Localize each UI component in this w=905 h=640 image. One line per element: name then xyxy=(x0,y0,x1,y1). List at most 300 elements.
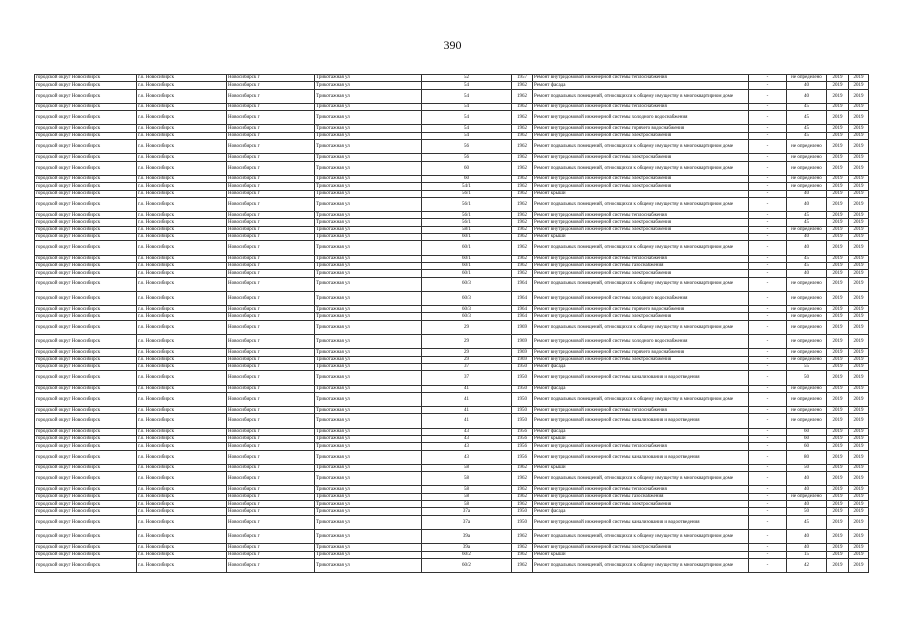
house-cell: 60/1 xyxy=(422,270,512,277)
work-type-cell: Ремонт крыши xyxy=(533,234,749,241)
dash-cell: - xyxy=(749,103,787,110)
year-cell: 1956 xyxy=(512,428,533,435)
work-type-cell: Ремонт внутридомовой инженерной системы электроснабжения xyxy=(533,544,749,551)
year-cell: 1962 xyxy=(512,241,533,255)
street-cell: Трикотажная ул xyxy=(315,125,422,132)
year-to-cell: 2019 xyxy=(849,140,869,154)
house-cell: 43 xyxy=(422,435,512,442)
city-cell: Новосибирск г xyxy=(227,161,315,175)
table-row xyxy=(35,371,869,385)
work-type-cell: Ремонт внутридомовой инженерной системы электроснабжения xyxy=(533,226,749,233)
year-from-cell: 2019 xyxy=(827,544,849,551)
street-cell: Трикотажная ул xyxy=(315,349,422,356)
year-from-cell: 2019 xyxy=(827,515,849,529)
district-cell: г.о. Новосибирск xyxy=(137,103,227,110)
work-type-cell: Ремонт фасада xyxy=(533,363,749,370)
value-cell: 40 xyxy=(787,486,827,493)
year-cell: 1962 xyxy=(512,175,533,182)
district-cell: г.о. Новосибирск xyxy=(137,493,227,500)
street-cell: Трикотажная ул xyxy=(315,111,422,125)
dash-cell: - xyxy=(749,320,787,334)
house-cell: 54 xyxy=(422,111,512,125)
municipality-cell: городской округ Новосибирск xyxy=(35,183,137,190)
house-cell: 60/2 xyxy=(422,551,512,558)
year-from-cell: 2019 xyxy=(827,154,849,161)
work-type-cell: Ремонт фасада xyxy=(533,508,749,515)
value-cell: 45 xyxy=(787,515,827,529)
work-type-cell: Ремонт внутридомовой инженерной системы горячего водоснабжения xyxy=(533,306,749,313)
dash-cell: - xyxy=(749,154,787,161)
dash-cell: - xyxy=(749,270,787,277)
district-cell: г.о. Новосибирск xyxy=(137,529,227,543)
city-cell: Новосибирск г xyxy=(227,428,315,435)
year-to-cell: 2019 xyxy=(849,435,869,442)
year-to-cell: 2019 xyxy=(849,82,869,89)
value-cell: 40 xyxy=(787,529,827,543)
work-type-cell: Ремонт внутридомовой инженерной системы теплоснабжения xyxy=(533,486,749,493)
city-cell: Новосибирск г xyxy=(227,335,315,349)
house-cell: 41 xyxy=(422,385,512,392)
district-cell: г.о. Новосибирск xyxy=(137,428,227,435)
year-from-cell: 2019 xyxy=(827,472,849,486)
value-cell: не определено xyxy=(787,183,827,190)
house-cell: 54/1 xyxy=(422,183,512,190)
value-cell: 45 xyxy=(787,219,827,226)
city-cell: Новосибирск г xyxy=(227,262,315,269)
municipality-cell: городской округ Новосибирск xyxy=(35,385,137,392)
table-row xyxy=(35,291,869,305)
work-type-cell: Ремонт внутридомовой инженерной системы теплоснабжения xyxy=(533,255,749,262)
municipality-cell: городской округ Новосибирск xyxy=(35,306,137,313)
street-cell: Трикотажная ул xyxy=(315,226,422,233)
year-cell: 1950 xyxy=(512,515,533,529)
value-cell: 15 xyxy=(787,551,827,558)
year-cell: 1962 xyxy=(512,501,533,508)
district-cell: г.о. Новосибирск xyxy=(137,363,227,370)
municipality-cell: городской округ Новосибирск xyxy=(35,313,137,320)
year-cell: 1962 xyxy=(512,493,533,500)
city-cell: Новосибирск г xyxy=(227,277,315,291)
capital-repair-table xyxy=(34,74,869,573)
street-cell: Трикотажная ул xyxy=(315,89,422,103)
city-cell: Новосибирск г xyxy=(227,320,315,334)
district-cell: г.о. Новосибирск xyxy=(137,111,227,125)
year-from-cell: 2019 xyxy=(827,392,849,406)
year-cell: 1962 xyxy=(512,82,533,89)
work-type-cell: Ремонт подвальных помещений, относящихся к общему имуществу в многоквартирном доме xyxy=(533,197,749,211)
year-cell: 1962 xyxy=(512,544,533,551)
year-from-cell: 2019 xyxy=(827,450,849,464)
house-cell: 37а xyxy=(422,508,512,515)
work-type-cell: Ремонт фасада xyxy=(533,82,749,89)
year-cell: 1969 xyxy=(512,335,533,349)
work-type-cell: Ремонт внутридомовой инженерной системы холодного водоснабжения xyxy=(533,291,749,305)
year-from-cell: 2019 xyxy=(827,255,849,262)
year-from-cell: 2019 xyxy=(827,89,849,103)
table-row xyxy=(35,125,869,132)
year-from-cell: 2019 xyxy=(827,291,849,305)
dash-cell: - xyxy=(749,472,787,486)
municipality-cell: городской округ Новосибирск xyxy=(35,219,137,226)
year-to-cell: 2019 xyxy=(849,335,869,349)
year-to-cell: 2019 xyxy=(849,558,869,572)
work-type-cell: Ремонт внутридомовой инженерной системы холодного водоснабжения xyxy=(533,111,749,125)
dash-cell: - xyxy=(749,363,787,370)
dash-cell: - xyxy=(749,219,787,226)
city-cell: Новосибирск г xyxy=(227,82,315,89)
city-cell: Новосибирск г xyxy=(227,291,315,305)
year-cell: 1962 xyxy=(512,262,533,269)
year-from-cell: 2019 xyxy=(827,103,849,110)
year-to-cell: 2019 xyxy=(849,212,869,219)
work-type-cell: Ремонт крыши xyxy=(533,464,749,471)
city-cell: Новосибирск г xyxy=(227,212,315,219)
table-row xyxy=(35,175,869,182)
year-to-cell: 2019 xyxy=(849,270,869,277)
district-cell: г.о. Новосибирск xyxy=(137,197,227,211)
work-type-cell: Ремонт фасада xyxy=(533,428,749,435)
table-row xyxy=(35,428,869,435)
year-to-cell: 2019 xyxy=(849,371,869,385)
city-cell: Новосибирск г xyxy=(227,558,315,572)
value-cell: 42 xyxy=(787,558,827,572)
table-row xyxy=(35,212,869,219)
table-row xyxy=(35,472,869,486)
city-cell: Новосибирск г xyxy=(227,197,315,211)
house-cell: 60/1 xyxy=(422,255,512,262)
dash-cell: - xyxy=(749,277,787,291)
year-from-cell: 2019 xyxy=(827,262,849,269)
district-cell: г.о. Новосибирск xyxy=(137,435,227,442)
work-type-cell: Ремонт внутридомовой инженерной системы электроснабжения xyxy=(533,154,749,161)
year-cell: 1962 xyxy=(512,140,533,154)
city-cell: Новосибирск г xyxy=(227,270,315,277)
year-from-cell: 2019 xyxy=(827,125,849,132)
municipality-cell: городской округ Новосибирск xyxy=(35,190,137,197)
street-cell: Трикотажная ул xyxy=(315,356,422,363)
table-row xyxy=(35,558,869,572)
table-row xyxy=(35,270,869,277)
district-cell: г.о. Новосибирск xyxy=(137,154,227,161)
year-to-cell: 2019 xyxy=(849,161,869,175)
district-cell: г.о. Новосибирск xyxy=(137,277,227,291)
year-from-cell: 2019 xyxy=(827,270,849,277)
year-cell: 1950 xyxy=(512,392,533,406)
work-type-cell: Ремонт подвальных помещений, относящихся к общему имуществу в многоквартирном доме xyxy=(533,472,749,486)
district-cell: г.о. Новосибирск xyxy=(137,464,227,471)
municipality-cell: городской округ Новосибирск xyxy=(35,277,137,291)
table-row xyxy=(35,111,869,125)
year-from-cell: 2019 xyxy=(827,161,849,175)
year-from-cell: 2019 xyxy=(827,335,849,349)
street-cell: Трикотажная ул xyxy=(315,241,422,255)
district-cell: г.о. Новосибирск xyxy=(137,291,227,305)
district-cell: г.о. Новосибирск xyxy=(137,89,227,103)
district-cell: г.о. Новосибирск xyxy=(137,161,227,175)
dash-cell: - xyxy=(749,183,787,190)
value-cell: не определено xyxy=(787,154,827,161)
municipality-cell: городской округ Новосибирск xyxy=(35,161,137,175)
district-cell: г.о. Новосибирск xyxy=(137,515,227,529)
year-to-cell: 2019 xyxy=(849,501,869,508)
district-cell: г.о. Новосибирск xyxy=(137,262,227,269)
municipality-cell: городской округ Новосибирск xyxy=(35,140,137,154)
municipality-cell: городской округ Новосибирск xyxy=(35,175,137,182)
municipality-cell: городской округ Новосибирск xyxy=(35,320,137,334)
year-from-cell: 2019 xyxy=(827,306,849,313)
year-from-cell: 2019 xyxy=(827,111,849,125)
year-cell: 1962 xyxy=(512,89,533,103)
year-to-cell: 2019 xyxy=(849,183,869,190)
year-cell: 1962 xyxy=(512,219,533,226)
city-cell: Новосибирск г xyxy=(227,241,315,255)
work-type-cell: Ремонт внутридомовой инженерной системы электроснабжения xyxy=(533,501,749,508)
table-row xyxy=(35,544,869,551)
dash-cell: - xyxy=(749,161,787,175)
district-cell: г.о. Новосибирск xyxy=(137,226,227,233)
city-cell: Новосибирск г xyxy=(227,363,315,370)
district-cell: г.о. Новосибирск xyxy=(137,132,227,139)
year-cell: 1962 xyxy=(512,558,533,572)
value-cell: не определено xyxy=(787,356,827,363)
table-row xyxy=(35,450,869,464)
year-from-cell: 2019 xyxy=(827,320,849,334)
year-from-cell: 2019 xyxy=(827,464,849,471)
year-from-cell: 2019 xyxy=(827,212,849,219)
dash-cell: - xyxy=(749,558,787,572)
dash-cell: - xyxy=(749,175,787,182)
municipality-cell: городской округ Новосибирск xyxy=(35,75,137,82)
value-cell: 60 xyxy=(787,435,827,442)
house-cell: 29 xyxy=(422,349,512,356)
street-cell: Трикотажная ул xyxy=(315,363,422,370)
dash-cell: - xyxy=(749,428,787,435)
house-cell: 58 xyxy=(422,501,512,508)
work-type-cell: Ремонт внутридомовой инженерной системы теплоснабжения xyxy=(533,407,749,414)
year-from-cell: 2019 xyxy=(827,414,849,428)
street-cell: Трикотажная ул xyxy=(315,140,422,154)
year-to-cell: 2019 xyxy=(849,111,869,125)
district-cell: г.о. Новосибирск xyxy=(137,212,227,219)
dash-cell: - xyxy=(749,313,787,320)
district-cell: г.о. Новосибирск xyxy=(137,75,227,82)
value-cell: не определено xyxy=(787,306,827,313)
municipality-cell: городской округ Новосибирск xyxy=(35,349,137,356)
work-type-cell: Ремонт подвальных помещений, относящихся к общему имуществу в многоквартирном доме xyxy=(533,140,749,154)
year-from-cell: 2019 xyxy=(827,277,849,291)
street-cell: Трикотажная ул xyxy=(315,428,422,435)
dash-cell: - xyxy=(749,190,787,197)
year-cell: 1956 xyxy=(512,443,533,450)
year-from-cell: 2019 xyxy=(827,486,849,493)
table-row xyxy=(35,190,869,197)
year-to-cell: 2019 xyxy=(849,414,869,428)
municipality-cell: городской округ Новосибирск xyxy=(35,551,137,558)
house-cell: 39а xyxy=(422,529,512,543)
house-cell: 37 xyxy=(422,371,512,385)
table-row xyxy=(35,255,869,262)
house-cell: 60/1 xyxy=(422,262,512,269)
value-cell: 80 xyxy=(787,450,827,464)
district-cell: г.о. Новосибирск xyxy=(137,450,227,464)
dash-cell: - xyxy=(749,241,787,255)
house-cell: 56/1 xyxy=(422,190,512,197)
house-cell: 58 xyxy=(422,486,512,493)
city-cell: Новосибирск г xyxy=(227,515,315,529)
city-cell: Новосибирск г xyxy=(227,529,315,543)
district-cell: г.о. Новосибирск xyxy=(137,270,227,277)
street-cell: Трикотажная ул xyxy=(315,443,422,450)
year-cell: 1962 xyxy=(512,161,533,175)
street-cell: Трикотажная ул xyxy=(315,493,422,500)
dash-cell: - xyxy=(749,89,787,103)
year-from-cell: 2019 xyxy=(827,183,849,190)
street-cell: Трикотажная ул xyxy=(315,544,422,551)
year-cell: 1964 xyxy=(512,291,533,305)
year-cell: 1957 xyxy=(512,75,533,82)
district-cell: г.о. Новосибирск xyxy=(137,82,227,89)
year-from-cell: 2019 xyxy=(827,428,849,435)
year-to-cell: 2019 xyxy=(849,450,869,464)
city-cell: Новосибирск г xyxy=(227,356,315,363)
city-cell: Новосибирск г xyxy=(227,132,315,139)
municipality-cell: городской округ Новосибирск xyxy=(35,363,137,370)
year-from-cell: 2019 xyxy=(827,551,849,558)
dash-cell: - xyxy=(749,414,787,428)
district-cell: г.о. Новосибирск xyxy=(137,190,227,197)
year-to-cell: 2019 xyxy=(849,385,869,392)
value-cell: 50 xyxy=(787,464,827,471)
city-cell: Новосибирск г xyxy=(227,493,315,500)
value-cell: 40 xyxy=(787,544,827,551)
value-cell: 60 xyxy=(787,443,827,450)
municipality-cell: городской округ Новосибирск xyxy=(35,270,137,277)
municipality-cell: городской округ Новосибирск xyxy=(35,544,137,551)
district-cell: г.о. Новосибирск xyxy=(137,407,227,414)
municipality-cell: городской округ Новосибирск xyxy=(35,515,137,529)
year-cell: 1962 xyxy=(512,551,533,558)
value-cell: 40 xyxy=(787,501,827,508)
street-cell: Трикотажная ул xyxy=(315,219,422,226)
district-cell: г.о. Новосибирск xyxy=(137,175,227,182)
work-type-cell: Ремонт внутридомовой инженерной системы канализования и водоотведения xyxy=(533,414,749,428)
municipality-cell: городской округ Новосибирск xyxy=(35,291,137,305)
year-from-cell: 2019 xyxy=(827,82,849,89)
year-to-cell: 2019 xyxy=(849,551,869,558)
dash-cell: - xyxy=(749,450,787,464)
year-cell: 1962 xyxy=(512,212,533,219)
value-cell: не определено xyxy=(787,277,827,291)
city-cell: Новосибирск г xyxy=(227,306,315,313)
street-cell: Трикотажная ул xyxy=(315,385,422,392)
street-cell: Трикотажная ул xyxy=(315,486,422,493)
value-cell: не определено xyxy=(787,320,827,334)
dash-cell: - xyxy=(749,262,787,269)
dash-cell: - xyxy=(749,335,787,349)
city-cell: Новосибирск г xyxy=(227,450,315,464)
year-cell: 1962 xyxy=(512,464,533,471)
house-cell: 56/1 xyxy=(422,219,512,226)
table-row xyxy=(35,414,869,428)
dash-cell: - xyxy=(749,226,787,233)
value-cell: не определено xyxy=(787,385,827,392)
house-cell: 58 xyxy=(422,493,512,500)
work-type-cell: Ремонт внутридомовой инженерной системы теплоснабжения xyxy=(533,212,749,219)
work-type-cell: Ремонт внутридомовой инженерной системы горячего водоснабжения xyxy=(533,349,749,356)
year-to-cell: 2019 xyxy=(849,125,869,132)
dash-cell: - xyxy=(749,197,787,211)
city-cell: Новосибирск г xyxy=(227,255,315,262)
work-type-cell: Ремонт подвальных помещений, относящихся к общему имуществу в многоквартирном доме xyxy=(533,161,749,175)
value-cell: 45 xyxy=(787,212,827,219)
city-cell: Новосибирск г xyxy=(227,226,315,233)
district-cell: г.о. Новосибирск xyxy=(137,508,227,515)
table-row xyxy=(35,132,869,139)
year-cell: 1964 xyxy=(512,277,533,291)
year-from-cell: 2019 xyxy=(827,435,849,442)
year-cell: 1962 xyxy=(512,103,533,110)
table-row xyxy=(35,392,869,406)
municipality-cell: городской округ Новосибирск xyxy=(35,241,137,255)
work-type-cell: Ремонт внутридомовой инженерной системы электроснабжения xyxy=(533,313,749,320)
city-cell: Новосибирск г xyxy=(227,486,315,493)
table-row xyxy=(35,486,869,493)
house-cell: 56 xyxy=(422,154,512,161)
house-cell: 54 xyxy=(422,82,512,89)
dash-cell: - xyxy=(749,551,787,558)
value-cell: 45 xyxy=(787,262,827,269)
house-cell: 43 xyxy=(422,428,512,435)
dash-cell: - xyxy=(749,349,787,356)
dash-cell: - xyxy=(749,435,787,442)
year-cell: 1950 xyxy=(512,385,533,392)
dash-cell: - xyxy=(749,493,787,500)
work-type-cell: Ремонт подвальных помещений, относящихся к общему имуществу в многоквартирном доме xyxy=(533,320,749,334)
year-from-cell: 2019 xyxy=(827,219,849,226)
district-cell: г.о. Новосибирск xyxy=(137,551,227,558)
house-cell: 60/3 xyxy=(422,306,512,313)
year-from-cell: 2019 xyxy=(827,190,849,197)
year-to-cell: 2019 xyxy=(849,291,869,305)
value-cell: 50 xyxy=(787,508,827,515)
house-cell: 29 xyxy=(422,356,512,363)
district-cell: г.о. Новосибирск xyxy=(137,320,227,334)
year-to-cell: 2019 xyxy=(849,313,869,320)
year-cell: 1950 xyxy=(512,371,533,385)
street-cell: Трикотажная ул xyxy=(315,270,422,277)
year-to-cell: 2019 xyxy=(849,356,869,363)
municipality-cell: городской округ Новосибирск xyxy=(35,371,137,385)
year-to-cell: 2019 xyxy=(849,544,869,551)
year-to-cell: 2019 xyxy=(849,89,869,103)
street-cell: Трикотажная ул xyxy=(315,75,422,82)
work-type-cell: Ремонт внутридомовой инженерной системы канализования и водоотведения xyxy=(533,450,749,464)
work-type-cell: Ремонт крыши xyxy=(533,551,749,558)
municipality-cell: городской округ Новосибирск xyxy=(35,493,137,500)
district-cell: г.о. Новосибирск xyxy=(137,414,227,428)
district-cell: г.о. Новосибирск xyxy=(137,486,227,493)
house-cell: 39а xyxy=(422,544,512,551)
year-to-cell: 2019 xyxy=(849,486,869,493)
street-cell: Трикотажная ул xyxy=(315,190,422,197)
year-to-cell: 2019 xyxy=(849,407,869,414)
table-row xyxy=(35,183,869,190)
dash-cell: - xyxy=(749,392,787,406)
municipality-cell: городской округ Новосибирск xyxy=(35,443,137,450)
street-cell: Трикотажная ул xyxy=(315,197,422,211)
municipality-cell: городской округ Новосибирск xyxy=(35,82,137,89)
value-cell: не определено xyxy=(787,291,827,305)
